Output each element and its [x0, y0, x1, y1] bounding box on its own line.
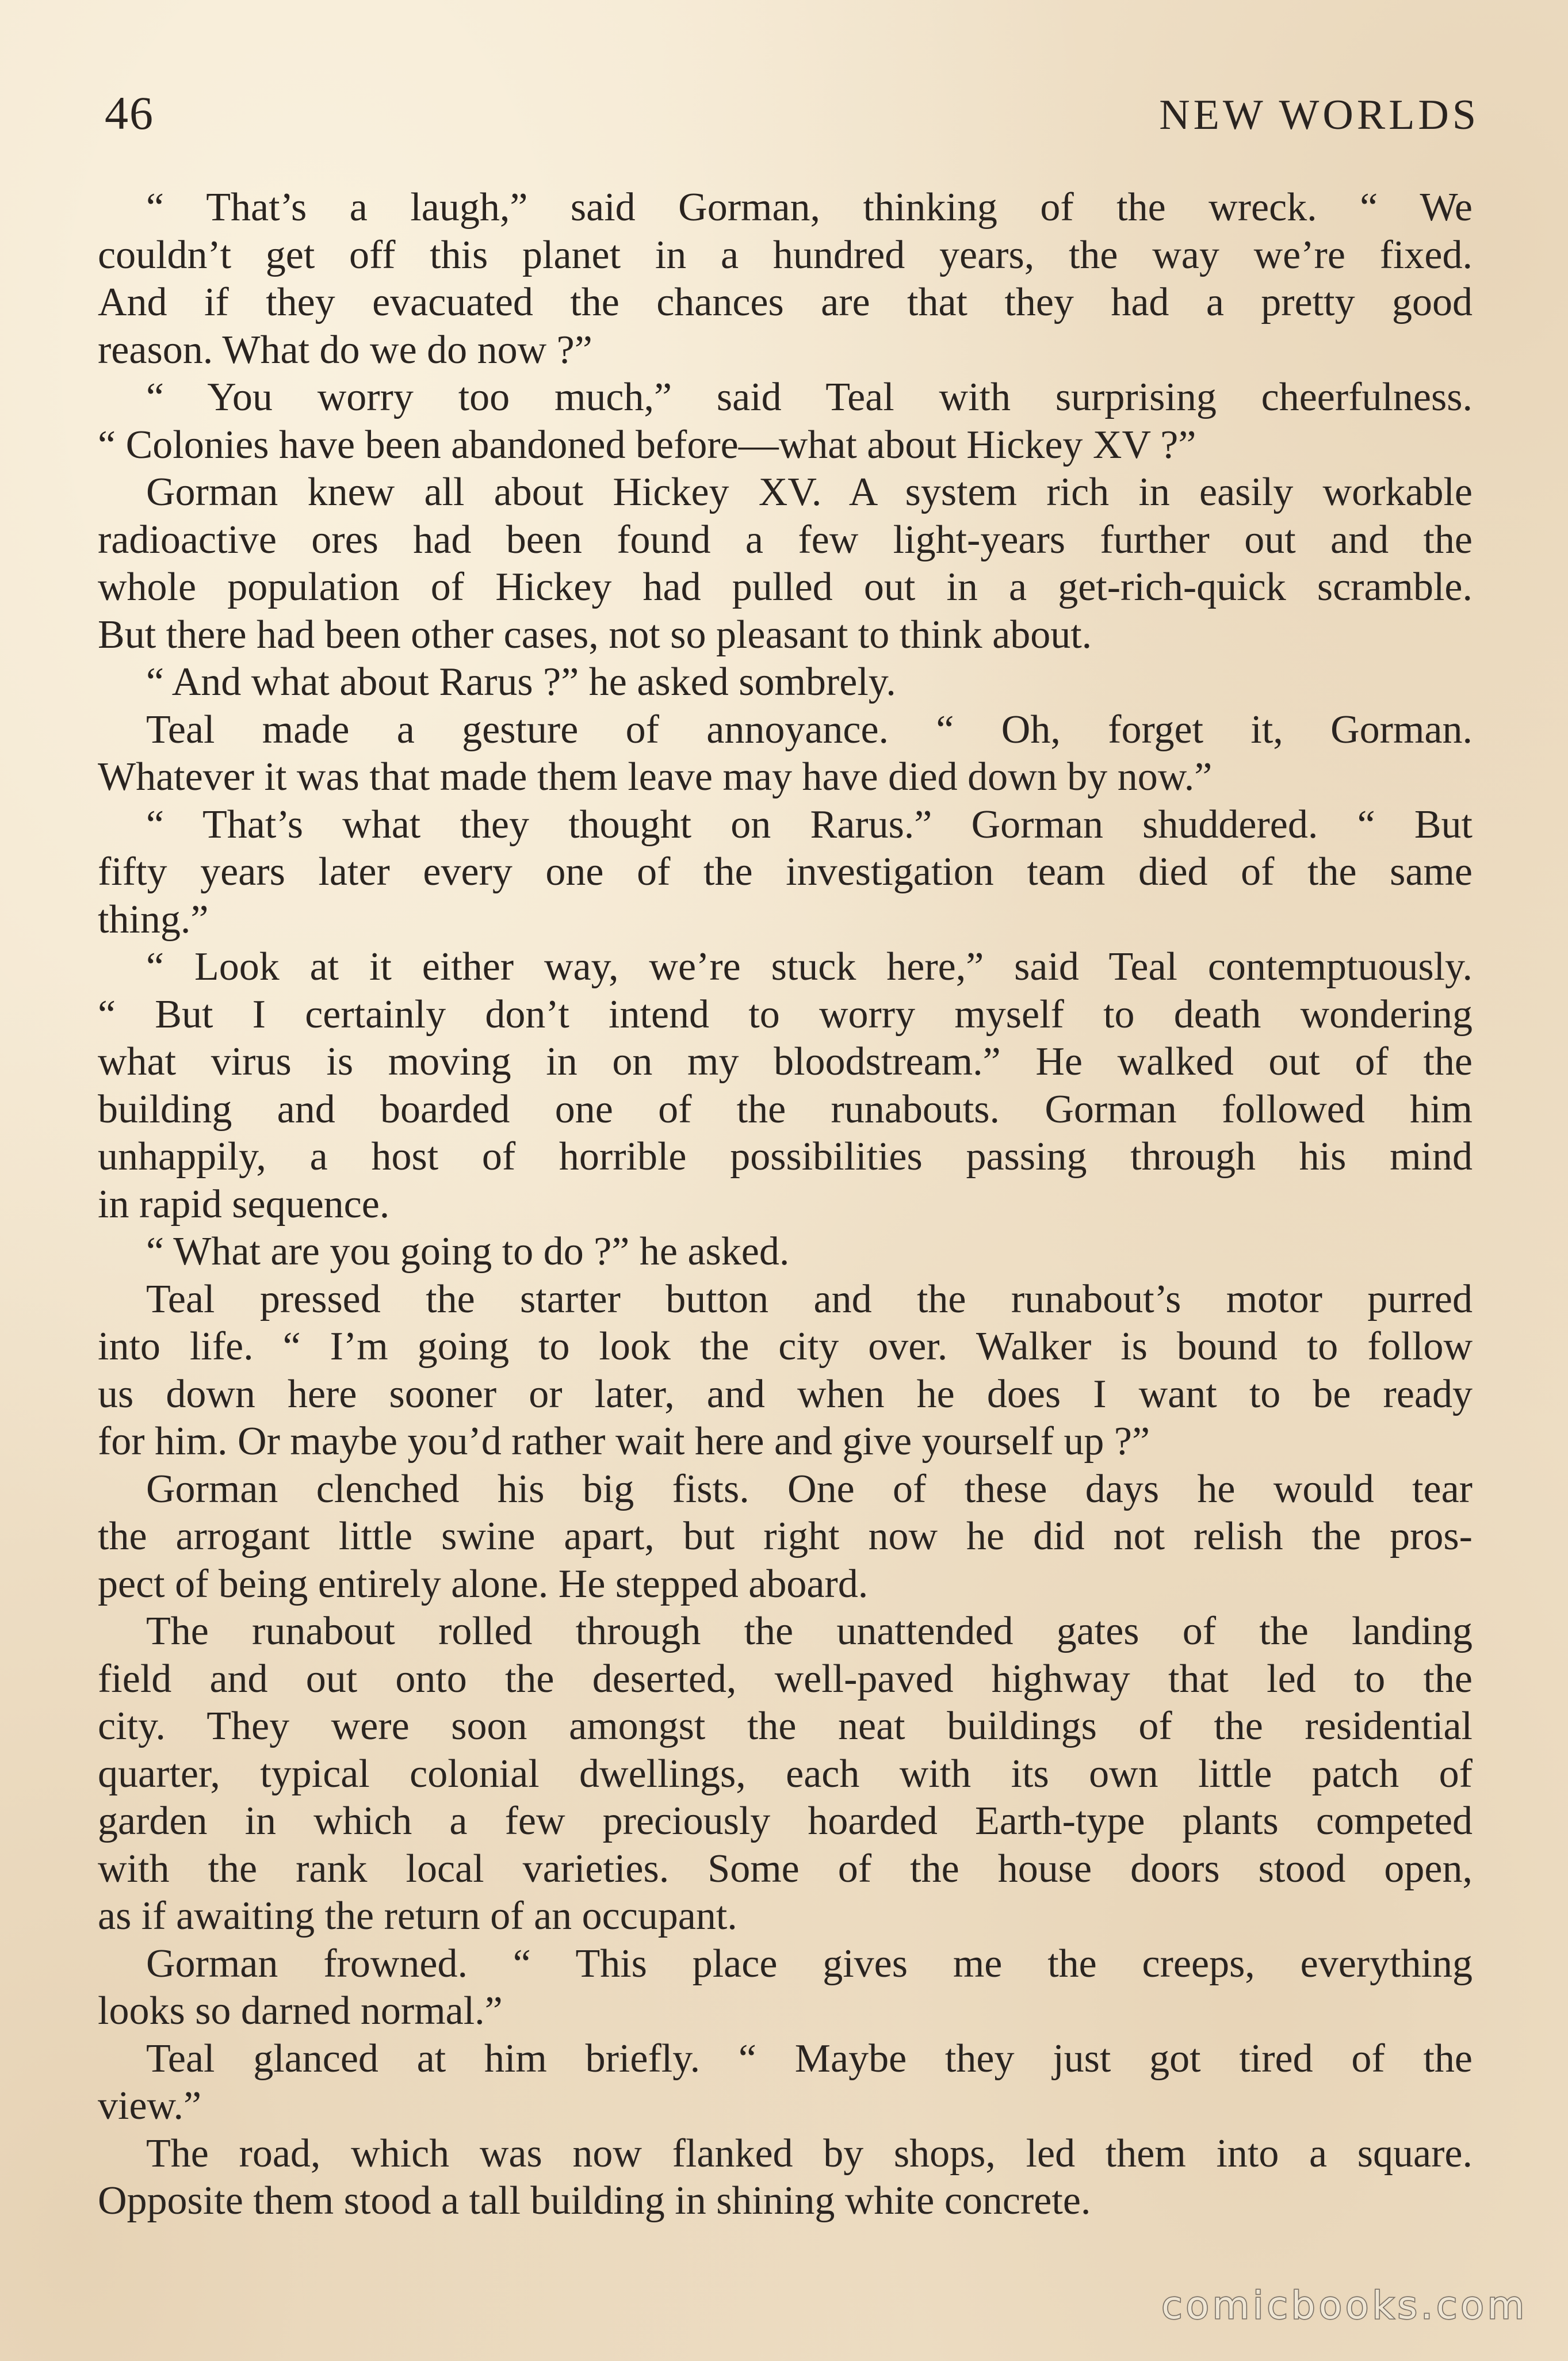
- text-line: building and boarded one of the runabouts. Gorman followed him: [98, 1087, 1473, 1132]
- text-line: “ But I certainly don’t intend to worry myself to death wondering: [98, 992, 1473, 1037]
- text-line: radioactive ores had been found a few light-years further out and the: [98, 517, 1473, 562]
- text-line: for him. Or maybe you’d rather wait here and give yourself up ?”: [98, 1419, 1150, 1464]
- text-line: And if they evacuated the chances are that they had a pretty good: [98, 280, 1473, 324]
- text-line: pect of being entirely alone. He stepped aboard.: [98, 1561, 869, 1606]
- text-line: looks so darned normal.”: [98, 1989, 503, 2033]
- text-line: Teal pressed the starter button and the runabout’s motor purred: [146, 1277, 1473, 1321]
- text-line: unhappily, a host of horrible possibilities passing through his mind: [98, 1134, 1473, 1179]
- body-text: [98, 184, 1473, 2225]
- running-title: NEW WORLDS: [1159, 91, 1479, 139]
- text-line: whole population of Hickey had pulled out in a get-rich-quick scramble.: [98, 565, 1473, 609]
- text-line: city. They were soon amongst the neat buildings of the residential: [98, 1704, 1473, 1748]
- text-line: with the rank local varieties. Some of the house doors stood open,: [98, 1846, 1473, 1891]
- text-line: Whatever it was that made them leave may have died down by now.”: [98, 755, 1213, 799]
- text-line: Gorman frowned. “ This place gives me the creeps, everything: [146, 1941, 1473, 1986]
- text-line: Opposite them stood a tall building in shining white concrete.: [98, 2179, 1091, 2223]
- text-line: “ And what about Rarus ?” he asked sombrely.: [146, 660, 896, 704]
- text-line: Teal glanced at him briefly. “ Maybe they just got tired of the: [146, 2036, 1473, 2081]
- text-line: The runabout rolled through the unattended gates of the landing: [146, 1609, 1473, 1653]
- text-line: into life. “ I’m going to look the city over. Walker is bound to follow: [98, 1324, 1473, 1369]
- text-line: “ That’s a laugh,” said Gorman, thinking of the wreck. “ We: [146, 185, 1473, 230]
- text-line: “ What are you going to do ?” he asked.: [146, 1229, 790, 1274]
- text-line: fifty years later every one of the investigation team died of the same: [98, 850, 1473, 894]
- text-line: reason. What do we do now ?”: [98, 327, 592, 372]
- text-line: But there had been other cases, not so pleasant to think about.: [98, 612, 1092, 657]
- text-line: as if awaiting the return of an occupant.: [98, 1894, 737, 1938]
- text-line: “ Colonies have been abandoned before—what about Hickey XV ?”: [98, 422, 1196, 467]
- text-line: thing.”: [98, 897, 209, 942]
- text-line: the arrogant little swine apart, but right now he did not relish the pros-: [98, 1514, 1473, 1558]
- text-line: “ Look at it either way, we’re stuck here,” said Teal contemptuously.: [146, 945, 1473, 989]
- running-head: [105, 86, 1479, 150]
- text-line: us down here sooner or later, and when he does I want to be ready: [98, 1371, 1473, 1416]
- watermark: comicbooks.com: [1161, 2283, 1528, 2328]
- text-line: in rapid sequence.: [98, 1182, 390, 1227]
- text-line: The road, which was now flanked by shops, led them into a square.: [146, 2131, 1473, 2176]
- text-line: garden in which a few preciously hoarded Earth-type plants competed: [98, 1799, 1473, 1843]
- text-line: view.”: [98, 2084, 202, 2128]
- text-line: couldn’t get off this planet in a hundred years, the way we’re fixed.: [98, 232, 1473, 277]
- page-number: 46: [105, 87, 154, 139]
- text-line: Gorman clenched his big fists. One of these days he would tear: [146, 1466, 1473, 1511]
- text-line: Gorman knew all about Hickey XV. A system rich in easily workable: [146, 470, 1473, 514]
- text-line: what virus is moving in on my bloodstream.” He walked out of the: [98, 1040, 1473, 1084]
- text-line: “ That’s what they thought on Rarus.” Gorman shuddered. “ But: [146, 802, 1473, 847]
- text-line: Teal made a gesture of annoyance. “ Oh, forget it, Gorman.: [146, 707, 1473, 752]
- text-line: “ You worry too much,” said Teal with surprising cheerfulness.: [146, 375, 1473, 419]
- text-line: quarter, typical colonial dwellings, each with its own little patch of: [98, 1751, 1473, 1796]
- text-line: field and out onto the deserted, well-paved highway that led to the: [98, 1656, 1473, 1701]
